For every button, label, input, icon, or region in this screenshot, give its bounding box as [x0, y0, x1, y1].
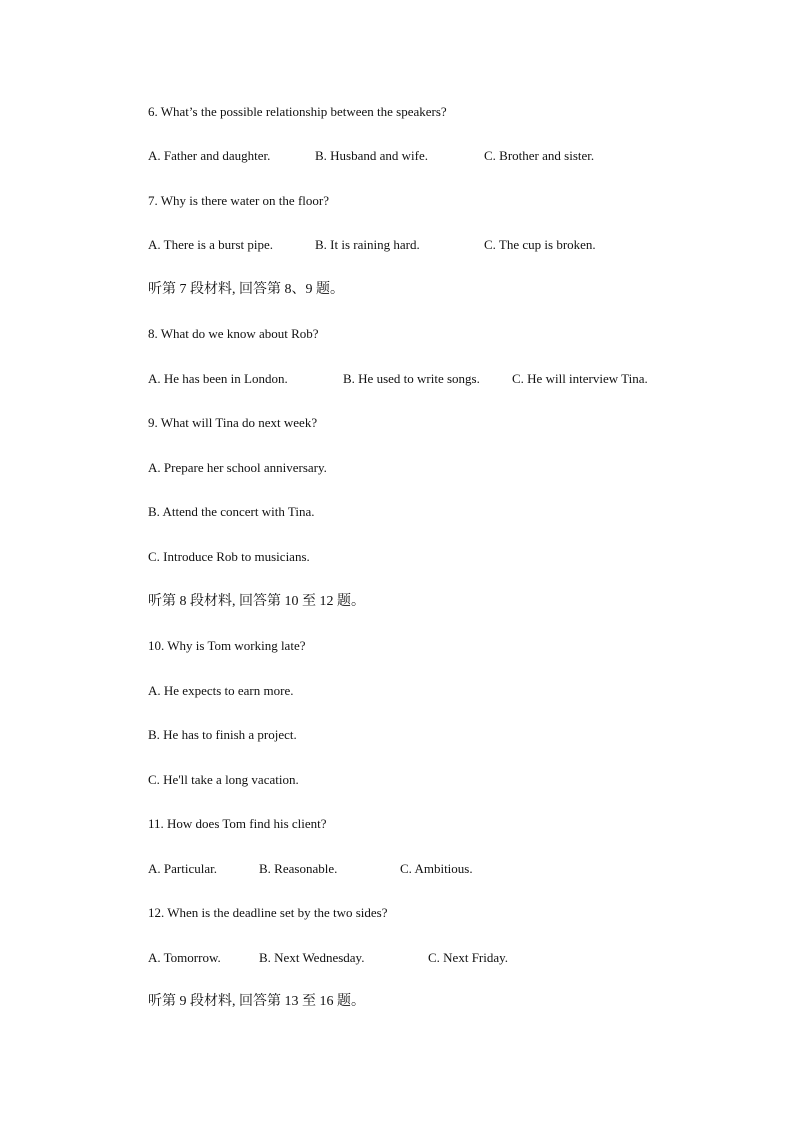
- section-7-instruction: 听第 7 段材料, 回答第 8、9 题。: [148, 282, 344, 297]
- question-11: 11. How does Tom find his client?: [148, 816, 327, 831]
- question-6: 6. What’s the possible relationship between the speakers?: [148, 104, 447, 119]
- option-11b: B. Reasonable.: [259, 861, 338, 876]
- option-9a: A. Prepare her school anniversary.: [148, 460, 327, 475]
- question-8: 8. What do we know about Rob?: [148, 326, 319, 341]
- option-6a: A. Father and daughter.: [148, 148, 271, 163]
- section-9-instruction: 听第 9 段材料, 回答第 13 至 16 题。: [148, 994, 365, 1009]
- option-11c: C. Ambitious.: [400, 861, 473, 876]
- option-12b: B. Next Wednesday.: [259, 950, 365, 965]
- question-12: 12. When is the deadline set by the two sides?: [148, 905, 388, 920]
- option-7b: B. It is raining hard.: [315, 237, 420, 252]
- option-8a: A. He has been in London.: [148, 371, 288, 386]
- option-9c: C. Introduce Rob to musicians.: [148, 549, 310, 564]
- option-11a: A. Particular.: [148, 861, 217, 876]
- option-10b: B. He has to finish a project.: [148, 727, 297, 742]
- option-10c: C. He'll take a long vacation.: [148, 772, 299, 787]
- option-12a: A. Tomorrow.: [148, 950, 221, 965]
- option-10a: A. He expects to earn more.: [148, 683, 294, 698]
- option-6c: C. Brother and sister.: [484, 148, 595, 163]
- section-8-instruction: 听第 8 段材料, 回答第 10 至 12 题。: [148, 594, 365, 609]
- option-6b: B. Husband and wife.: [315, 148, 429, 163]
- option-12c: C. Next Friday.: [428, 950, 509, 965]
- option-8c: C. He will interview Tina.: [512, 371, 648, 386]
- option-9b: B. Attend the concert with Tina.: [148, 504, 315, 519]
- option-7c: C. The cup is broken.: [484, 237, 596, 252]
- question-7: 7. Why is there water on the floor?: [148, 193, 329, 208]
- option-8b: B. He used to write songs.: [343, 371, 480, 386]
- question-10: 10. Why is Tom working late?: [148, 638, 306, 653]
- question-9: 9. What will Tina do next week?: [148, 415, 318, 430]
- option-7a: A. There is a burst pipe.: [148, 237, 274, 252]
